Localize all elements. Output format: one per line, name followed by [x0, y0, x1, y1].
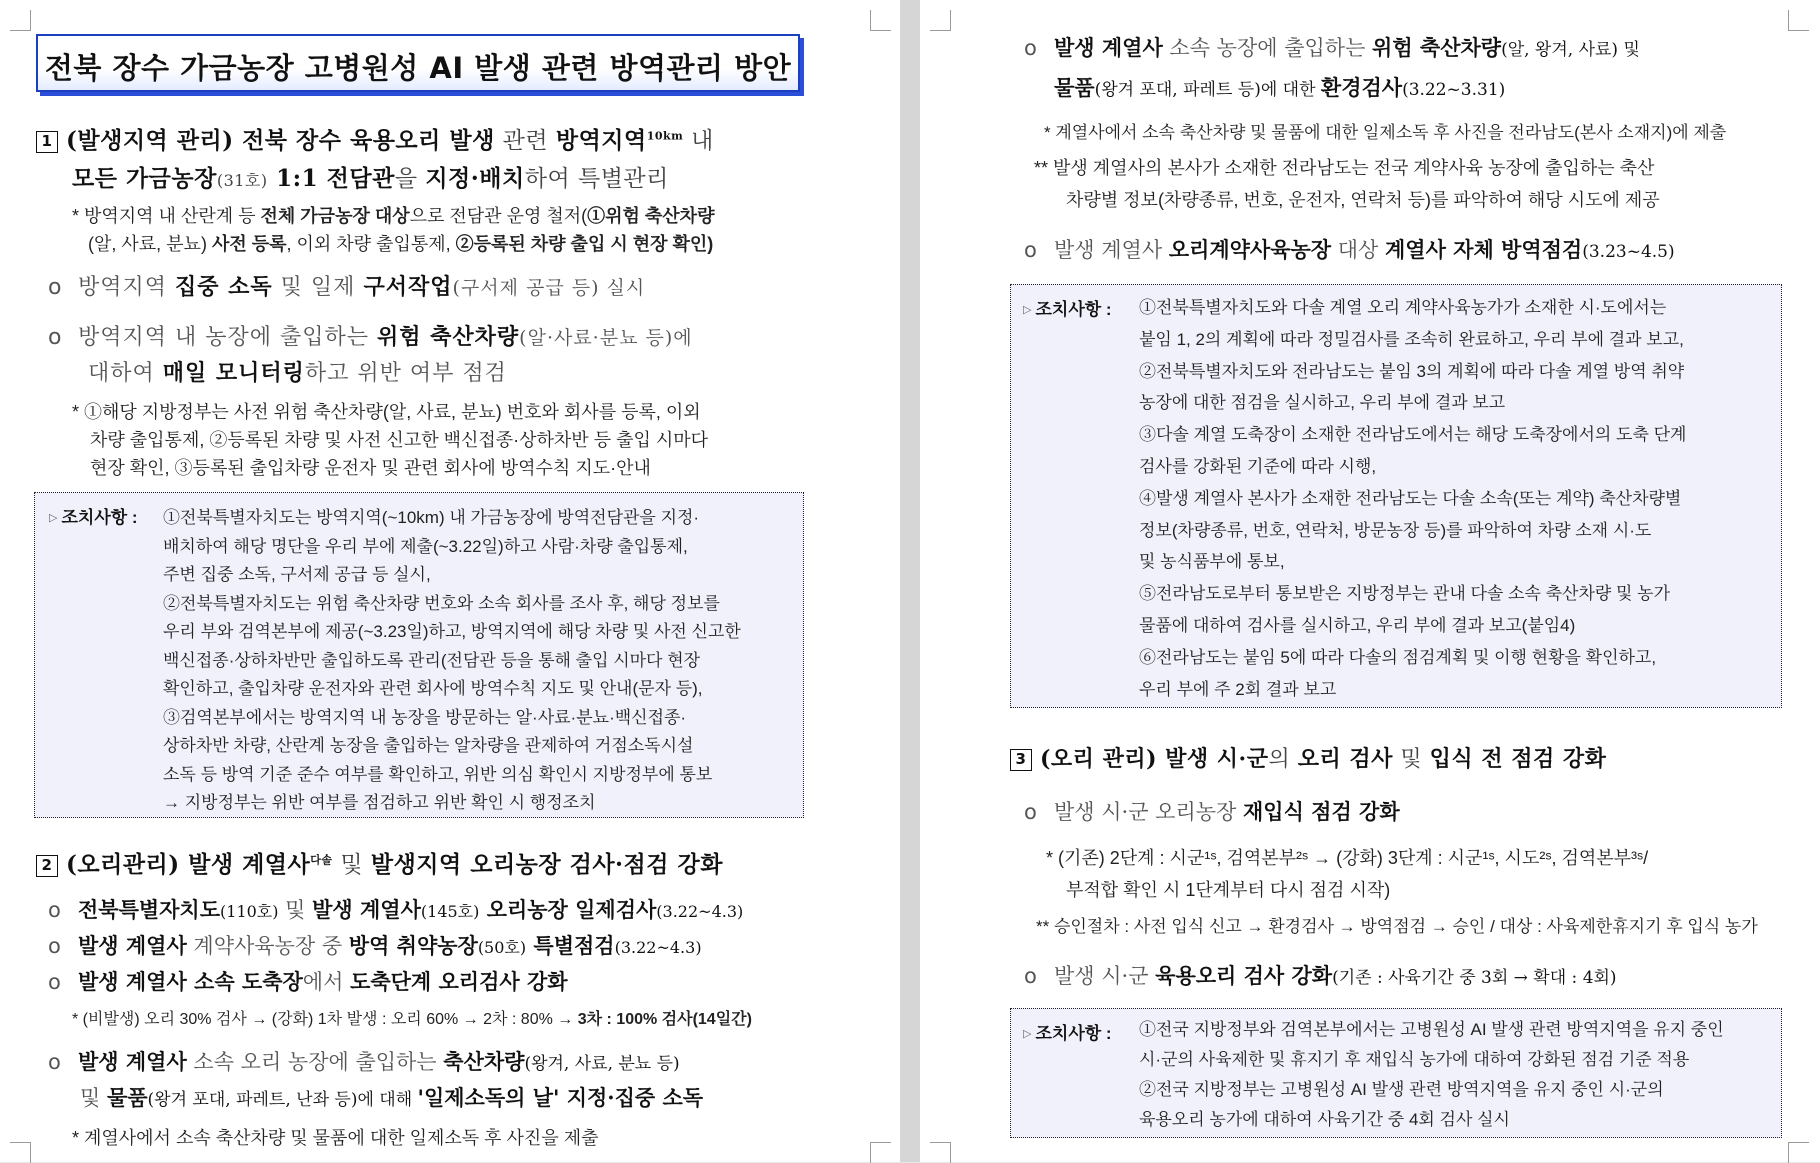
bullet-item: [48, 894, 743, 924]
bullet-text: 구서작업: [363, 274, 453, 300]
action-line: 정보(차량종류, 번호, 연락처, 방문농장 등)를 파악하여 차량 소재 시·도: [1139, 520, 1652, 540]
bullet-text: (왕겨, 사료, 분뇨 등): [524, 1054, 680, 1074]
bullet-item-cont: [80, 1082, 703, 1112]
page-gutter: [900, 0, 920, 1162]
bullet-text: 대하여: [88, 361, 163, 386]
bullet-text: 소속 오리 농장에 출입하는: [186, 1050, 444, 1074]
bullet-item: [1024, 796, 1400, 826]
note-text: (알, 사료, 분뇨): [88, 234, 212, 254]
crop-mark: [930, 10, 951, 31]
bullet-text: 대상: [1331, 238, 1386, 262]
bullet-text: (알, 왕겨, 사료) 및: [1501, 40, 1640, 60]
bullet-text: 소속 농장에 출입하는: [1162, 36, 1373, 60]
action-line: 백신접종·상하차반만 출입하도록 관리(전담관 등을 통해 출입 시마다 현장: [163, 650, 701, 670]
bullet-item: [48, 966, 568, 996]
heading-text: 입식 전 점검 강화: [1429, 746, 1607, 772]
circle-bullet-icon: o: [48, 275, 63, 300]
bullet-text: (110호): [220, 902, 279, 921]
heading-text: 발생지역 오리농장 검사·점검 강화: [370, 851, 723, 878]
bullet-text: 환경검사: [1320, 75, 1403, 100]
note-text: 전체 가금농장 대상: [260, 206, 410, 226]
bullet-text: 계약사육농장 중: [186, 934, 349, 958]
bullet-item: [48, 320, 693, 351]
note-line: 부적합 확인 시 1단계부터 다시 점검 시작): [1066, 880, 1391, 900]
bullet-text: 발생 계열사: [78, 1049, 187, 1074]
action-line: 농장에 대한 점검을 실시하고, 우리 부에 결과 보고: [1139, 393, 1506, 413]
action-box-1: [34, 492, 804, 818]
action-line: ①전국 지방정부와 검역본부에서는 고병원성 AI 발생 관련 방역지역을 유지 중인: [1139, 1020, 1724, 1039]
action-line: 배치하여 해당 명단을 우리 부에 제출(~3.22일)하고 사람·차량 출입통제,: [163, 536, 688, 556]
bullet-text: 위험 축산차량: [1372, 35, 1502, 60]
note-line: [72, 202, 714, 228]
action-line: 주변 집중 소독, 구서제 공급 등 실시,: [163, 565, 431, 584]
note-text: * 방역지역 내 산란계 등: [72, 206, 261, 226]
action-line: 육용오리 농가에 대하여 사육기간 중 4회 검사 실시: [1139, 1110, 1510, 1129]
section-number: 1: [36, 131, 58, 153]
note-text: 3차 : 100% 검사(14일간): [577, 1011, 752, 1028]
bullet-text: 및 일제: [272, 275, 364, 300]
action-label: [1023, 295, 1112, 320]
circle-bullet-icon: o: [1024, 36, 1037, 60]
bullet-text: (구서제 공급 등) 실시: [452, 277, 646, 299]
right-page: [920, 0, 1820, 1162]
crop-mark: [1788, 10, 1809, 31]
section-number: 3: [1010, 749, 1032, 771]
heading-text: 및: [1392, 747, 1430, 772]
action-line: ①전북특별자치도와 다솔 계열 오리 계약사육농가가 소재한 시·도에서는: [1139, 298, 1667, 317]
heading-text: (오리관리) 발생 계열사: [66, 851, 311, 878]
bullet-text: (기존 : 사육기간 중 3회 → 확대 : 4회): [1332, 968, 1617, 988]
triangle-icon: ▷: [1023, 1028, 1032, 1040]
heading-text: 오리 검사: [1297, 746, 1393, 772]
bullet-item: [48, 1046, 680, 1076]
action-line: ①전북특별자치도는 방역지역(~10km) 내 가금농장에 방역전담관을 지정·: [163, 508, 700, 527]
action-label: [49, 503, 138, 528]
action-line: 붙임 1, 2의 계획에 따라 정밀검사를 조속히 완료하고, 우리 부에 결과 보고,: [1139, 329, 1684, 349]
action-line: 확인하고, 출입차량 운전자와 관련 회사에 방역수칙 지도 및 안내(문자 등),: [163, 679, 703, 698]
action-line: 물품에 대하여 검사를 실시하고, 우리 부에 결과 보고(붙임4): [1139, 616, 1576, 635]
crop-mark: [10, 1142, 31, 1163]
circle-bullet-icon: o: [48, 1050, 61, 1074]
note-line: [72, 1006, 752, 1029]
note-text: 으로 전담관 운영 철저(: [409, 206, 588, 226]
action-label-text: 조치사항 :: [1035, 1024, 1112, 1043]
bullet-text: 발생 시·군: [1054, 964, 1156, 988]
circle-bullet-icon: o: [48, 970, 61, 994]
bullet-text: (3.23~4.5): [1582, 242, 1675, 262]
bullet-text: (알·사료·분뇨 등)에: [519, 327, 693, 349]
note-line: ** 발생 계열사의 본사가 소재한 전라남도는 전국 계약사육 농장에 출입하는 축산: [1034, 158, 1655, 178]
circle-bullet-icon: o: [48, 325, 63, 350]
heading-text: 및: [332, 852, 371, 878]
bullet-text: 발생 계열사: [1054, 238, 1169, 262]
note-text: * (비발생) 오리 30% 검사 → (강화) 1차 발생 : 오리 60% → 2차 : 80% →: [72, 1011, 578, 1028]
heading-text: 의: [1268, 747, 1298, 772]
bullet-text: 발생 계열사: [312, 897, 421, 922]
action-line: 소독 등 방역 기준 준수 여부를 확인하고, 위반 의심 확인시 지방정부에 통보: [163, 764, 713, 784]
bullet-item-cont: [1054, 72, 1505, 102]
bullet-text: (왕겨 포대, 파레트 등)에 대한: [1094, 80, 1321, 100]
bullet-text: (145호): [420, 902, 480, 921]
heading-text: (발생지역 관리) 전북 장수 육용오리 발생: [66, 127, 495, 154]
page-title: 전북 장수 가금농장 고병원성 AI 발생 관련 방역관리 방안: [44, 51, 792, 85]
note-line: 현장 확인, ③등록된 출입차량 운전자 및 관련 회사에 방역수칙 지도·안내: [90, 458, 651, 478]
heading-text: (31호): [216, 171, 268, 190]
bullet-item: [1024, 234, 1675, 264]
note-line: 차량별 정보(차량종류, 번호, 운전자, 연락처 등)를 파악하여 해당 시도에 제공: [1066, 190, 1660, 210]
action-line: ②전국 지방정부는 고병원성 AI 발생 관련 방역지역을 유지 중인 시·군의: [1139, 1080, 1664, 1099]
bullet-text: 방역지역: [78, 275, 176, 300]
bullet-text: 물품: [1054, 75, 1095, 100]
bullet-text: 에서: [302, 970, 351, 994]
section-2-heading: [36, 846, 723, 879]
bullet-text: 발생 계열사: [78, 933, 187, 958]
bullet-text: 계열사 자체 방역점검: [1385, 237, 1583, 262]
bullet-text: 매일 모니터링: [162, 360, 305, 386]
bullet-text: 물품: [106, 1085, 148, 1110]
left-page: [0, 0, 900, 1162]
circle-bullet-icon: o: [1024, 800, 1037, 824]
heading-text: 관련: [494, 128, 556, 154]
note-line: [88, 230, 713, 256]
section-3-heading: [1010, 742, 1606, 773]
bullet-text: 육용오리 검사 강화: [1155, 963, 1333, 988]
action-box-3: [1010, 1008, 1782, 1138]
note-line: * ①해당 지방정부는 사전 위험 축산차량(알, 사료, 분뇨) 번호와 회사를 등록, 이외: [72, 402, 701, 422]
bullet-text: 방역지역 내 농장에 출입하는: [78, 325, 377, 350]
bullet-text: (왕겨 포대, 파레트, 난좌 등)에 대해: [147, 1090, 418, 1110]
bullet-item: [1024, 32, 1640, 62]
action-line: 검사를 강화된 기준에 따라 시행,: [1139, 457, 1377, 476]
note-line: * (기존) 2단계 : 시군¹ˢ, 검역본부²ˢ → (강화) 3단계 : 시군¹ˢ, 시도²ˢ, 검역본부³ˢ/: [1046, 848, 1649, 868]
bullet-text: 도축단계 오리검사 강화: [350, 969, 568, 994]
action-line: ③다솔 계열 도축장이 소재한 전라남도에서는 해당 도축장에서의 도축 단계: [1139, 425, 1687, 445]
heading-text: 1:1 전담관: [267, 165, 395, 192]
crop-mark: [10, 10, 31, 31]
action-box-2: [1010, 284, 1782, 708]
heading-text: 방역지역: [555, 127, 647, 154]
crop-mark: [870, 1142, 891, 1163]
action-line: ③검역본부에서는 방역지역 내 농장을 방문하는 알·사료·분뇨·백신접종·: [163, 707, 687, 727]
bullet-text: 오리계약사육농장: [1168, 237, 1332, 262]
bullet-item-cont: [88, 356, 507, 387]
circle-bullet-icon: o: [1024, 238, 1037, 262]
note-line: ** 승인절차 : 사전 입식 신고 → 환경검사 → 방역점검 → 승인 / 대상 : 사육제한휴지기 후 입식 농가: [1036, 917, 1758, 936]
bullet-text: 발생 계열사: [1054, 35, 1163, 60]
crop-mark: [870, 10, 891, 31]
note-line: * 계열사에서 소속 축산차량 및 물품에 대한 일제소독 후 사진을 제출: [72, 1128, 599, 1148]
bullet-text: (3.22~4.3): [656, 902, 744, 921]
bullet-text: 오리농장 일제검사: [479, 897, 657, 922]
action-line: 우리 부에 주 2회 결과 보고: [1139, 679, 1337, 699]
heading-text: 지정·배치: [425, 165, 525, 192]
action-line: ④발생 계열사 본사가 소재한 전라남도는 다솔 소속(또는 계약) 축산차량별: [1139, 488, 1682, 508]
note-text: 사전 등록: [211, 234, 287, 254]
action-label: [1023, 1019, 1112, 1044]
heading-sup: 다솔: [310, 853, 333, 867]
title-box: [36, 34, 800, 92]
section-1-heading: [36, 122, 714, 155]
circle-bullet-icon: o: [1024, 964, 1037, 988]
heading-text: 하여 특별관리: [524, 166, 669, 192]
crop-mark: [1788, 1142, 1809, 1163]
triangle-icon: ▷: [49, 512, 58, 524]
action-line: 상하차반 차량, 산란계 농장을 출입하는 알차량을 관제하여 거점소독시설: [163, 736, 694, 755]
action-line: 시·군의 사육제한 및 휴지기 후 재입식 농가에 대하여 강화된 점검 기준 적용: [1139, 1050, 1690, 1069]
bullet-text: (50호): [477, 938, 527, 957]
heading-text: 을: [394, 166, 426, 192]
bullet-text: 및: [80, 1086, 107, 1110]
bullet-text: (3.22~3.31): [1402, 80, 1506, 100]
action-label-text: 조치사항 :: [1035, 300, 1112, 319]
bullet-text: (3.22~4.3): [614, 938, 702, 957]
note-line: 차량 출입통제, ②등록된 차량 및 사전 신고한 백신접종·상하차반 등 출입 시마다: [90, 430, 709, 450]
bullet-text: 전북특별자치도: [78, 897, 221, 922]
action-line: → 지방정부는 위반 여부를 점검하고 위반 확인 시 행정조치: [163, 793, 596, 812]
crop-mark: [930, 1142, 951, 1163]
circle-bullet-icon: o: [48, 934, 61, 958]
action-label-text: 조치사항 :: [61, 508, 138, 527]
bullet-text: 및: [278, 898, 313, 922]
action-line: ⑤전라남도로부터 통보받은 지방정부는 관내 다솔 소속 축산차량 및 농가: [1139, 584, 1671, 604]
note-text: , 이외 차량 출입통제,: [286, 234, 456, 254]
bullet-text: 특별점검: [526, 933, 615, 958]
bullet-item: [1024, 960, 1617, 990]
bullet-item: [48, 270, 645, 301]
bullet-text: 축산차량: [443, 1049, 525, 1074]
bullet-text: '일제소독의 날' 지정·집중 소독: [417, 1085, 704, 1110]
heading-sup: 10km: [646, 129, 684, 143]
bullet-text: 하고 위반 여부 점검: [304, 361, 507, 386]
action-line: ②전북특별자치도는 위험 축산차량 번호와 소속 회사를 조사 후, 해당 정보를: [163, 593, 720, 613]
bullet-item: [48, 930, 702, 960]
action-line: 우리 부와 검역본부에 제공(~3.23일)하고, 방역지역에 해당 차량 및 사전 신고한: [163, 622, 741, 641]
note-text: ②등록된 차량 출입 시 현장 확인): [455, 234, 714, 254]
bullet-text: 발생 계열사 소속 도축장: [78, 969, 303, 994]
bullet-text: 재입식 점검 강화: [1243, 799, 1400, 824]
bullet-text: 방역 취약농장: [348, 933, 478, 958]
bullet-text: 발생 시·군 오리농장: [1054, 800, 1243, 824]
action-line: ②전북특별자치도와 전라남도는 붙임 3의 계획에 따라 다솔 계열 방역 취약: [1139, 361, 1685, 381]
action-line: 및 농식품부에 통보,: [1139, 552, 1285, 572]
note-line: * 계열사에서 소속 축산차량 및 물품에 대한 일제소독 후 사진을 전라남도(본사 소재지)에 제출: [1044, 123, 1727, 142]
note-text: ①위험 축산차량: [587, 206, 715, 226]
triangle-icon: ▷: [1023, 304, 1032, 316]
section-number: 2: [36, 855, 58, 877]
heading-text: 내: [683, 128, 714, 154]
heading-text: (오리 관리) 발생 시·군: [1040, 746, 1269, 772]
circle-bullet-icon: o: [48, 898, 61, 922]
action-line: ⑥전라남도는 붙임 5에 따라 다솔의 점검계획 및 이행 현황을 확인하고,: [1139, 647, 1657, 667]
section-1-heading-line2: [72, 160, 669, 193]
bullet-text: 집중 소독: [175, 274, 273, 300]
bullet-text: 위험 축산차량: [377, 324, 520, 350]
heading-text: 모든 가금농장: [72, 165, 217, 192]
